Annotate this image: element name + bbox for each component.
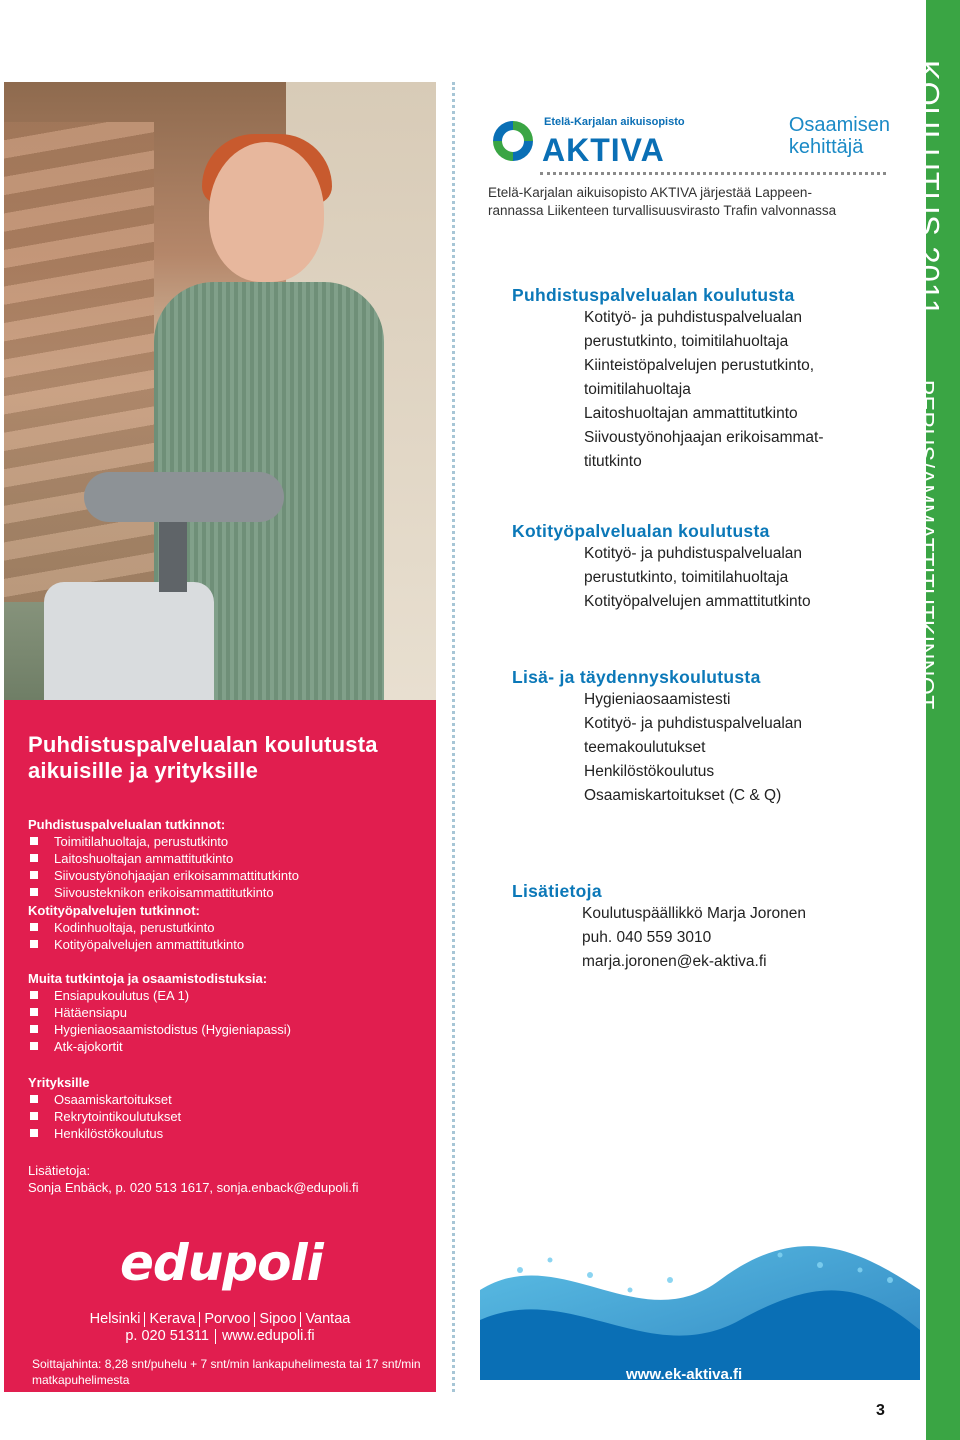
bullet-icon	[30, 1008, 38, 1016]
block-lisatietoja: Lisätietoja Koulutuspäällikkö Marja Joronen puh. 040 559 3010 marja.joronen@ek-aktiva.fi	[512, 880, 892, 974]
bullet-icon	[30, 837, 38, 845]
tagline: Osaamisen kehittäjä	[788, 114, 890, 158]
edupoli-web-link[interactable]: www.edupoli.fi	[221, 1328, 315, 1344]
dotted-rule	[540, 172, 886, 175]
dotted-divider	[452, 82, 455, 1392]
bullet-icon	[30, 1112, 38, 1120]
bullet-icon	[30, 1095, 38, 1103]
list-item: Hätäensiapu	[28, 1004, 291, 1021]
list-item: Siivoustyönohjaajan erikoisammattitutkinto	[28, 867, 299, 884]
bullet-icon	[30, 1129, 38, 1137]
band-title: KOULUTUS 2011 — PERUS/AMMATTITUTKINNOT	[911, 60, 946, 710]
aktiva-column	[488, 100, 908, 1400]
divider	[199, 1312, 200, 1327]
list-item: Ensiapukoulutus (EA 1)	[28, 987, 291, 1004]
city-name: Porvoo	[204, 1311, 251, 1327]
call-fees-note: Soittajahinta: 8,28 snt/puhelu + 7 snt/min lankapuhelimesta tai 17 snt/min matkapuhelimesta	[32, 1357, 421, 1387]
bullet-icon	[30, 940, 38, 948]
list-item: Henkilöstökoulutus	[28, 1125, 181, 1142]
ad-phone-web: p. 020 51311 www.edupoli.fi	[125, 1328, 315, 1344]
section-kotityo: Kotityöpalvelujen tutkinnot: Kodinhuoltaja, perustutkinto Kotityöpalvelujen ammattitutkinto	[28, 903, 245, 952]
list-item: Laitoshuoltajan ammattitutkinto	[28, 850, 299, 867]
bullet-icon	[30, 854, 38, 862]
bullet-icon	[30, 871, 38, 879]
cleaning-worker-photo	[4, 82, 436, 700]
floor-scrubber-machine	[44, 472, 304, 700]
ad-contact-value[interactable]: Sonja Enbäck, p. 020 513 1617, sonja.enback@edupoli.fi	[28, 1180, 359, 1195]
city-name: Kerava	[149, 1311, 196, 1327]
contact-email[interactable]: marja.joronen@ek-aktiva.fi	[582, 953, 767, 970]
wave-decoration-icon	[480, 1220, 920, 1380]
edupoli-logo: edupoli	[120, 1234, 323, 1292]
section-puhdistus: Puhdistuspalvelualan tutkinnot: Toimitilahuoltaja, perustutkinto Laitoshuoltajan ammattitutkinto Siivoustyönohjaajan erikoisammattitutkinto Siivousteknikon erikoisammattitutkinto	[28, 817, 299, 900]
list-item: Toimitilahuoltaja, perustutkinto	[28, 833, 299, 850]
ad-title: Puhdistuspalvelualan koulutusta aikuisille ja yrityksille	[28, 732, 378, 783]
aktiva-logo: Etelä-Karjalan aikuisopisto AKTIVA	[488, 110, 688, 180]
edupoli-ad	[4, 82, 436, 1392]
city-name: Helsinki	[89, 1311, 141, 1327]
divider	[300, 1312, 301, 1327]
block-kotityo: Kotityöpalvelualan koulutusta Kotityö- ja puhdistuspalvelualan perustutkinto, toimitilahuoltaja Kotityöpalvelujen ammattitutkinto	[512, 521, 811, 610]
bullet-icon	[30, 991, 38, 999]
aktiva-web-link[interactable]: www.ek-aktiva.fi	[626, 1366, 743, 1383]
city-name: Vantaa	[305, 1311, 351, 1327]
divider	[215, 1329, 216, 1344]
bullet-icon	[30, 888, 38, 896]
block-lisa: Lisä- ja täydennyskoulutusta Hygieniaosaamistesti Kotityö- ja puhdistuspalvelualan teemakoulutukset Henkilöstökoulutus Osaamiskartoitukset (C & Q)	[512, 667, 802, 804]
list-item: Siivousteknikon erikoisammattitutkinto	[28, 884, 299, 901]
intro-text: Etelä-Karjalan aikuisopisto AKTIVA järjestää Lappeen- rannassa Liikenteen turvallisuusvirasto Trafin valvonnassa	[488, 185, 837, 218]
list-item: Hygieniaosaamistodistus (Hygieniapassi)	[28, 1021, 291, 1038]
section-muita: Muita tutkintoja ja osaamistodistuksia: Ensiapukoulutus (EA 1) Hätäensiapu Hygieniaosaamistodistus (Hygieniapassi) Atk-ajokortit	[28, 971, 291, 1054]
divider	[144, 1312, 145, 1327]
list-item: Atk-ajokortit	[28, 1038, 291, 1055]
swirl-logo-icon	[490, 118, 536, 164]
divider	[254, 1312, 255, 1327]
bullet-icon	[30, 923, 38, 931]
list-item: Osaamiskartoitukset	[28, 1091, 181, 1108]
list-item: Kotityöpalvelujen ammattitutkinto	[28, 936, 244, 953]
list-item: Rekrytointikoulutukset	[28, 1108, 181, 1125]
city-list	[4, 1310, 436, 1329]
ad-red-panel	[4, 700, 436, 1392]
bullet-icon	[30, 1042, 38, 1050]
ad-contact: Lisätietoja: Sonja Enbäck, p. 020 513 1617, sonja.enback@edupoli.fi	[28, 1163, 359, 1195]
list-item: Kodinhuoltaja, perustutkinto	[28, 919, 244, 936]
city-name: Sipoo	[259, 1311, 297, 1327]
block-puhdistus: Puhdistuspalvelualan koulutusta Kotityö- ja puhdistuspalvelualan perustutkinto, toimitilahuoltaja Kiinteistöpalvelujen perustutkinto, toimitilahuoltaja Laitoshuoltajan ammattitutkinto Siivoustyönohjaajan erikoisammat- titutkinto	[512, 285, 824, 470]
section-yrityksille: Yrityksille Osaamiskartoitukset Rekrytointikoulutukset Henkilöstökoulutus	[28, 1075, 182, 1141]
page-number: 3	[876, 1402, 885, 1419]
bullet-icon	[30, 1025, 38, 1033]
